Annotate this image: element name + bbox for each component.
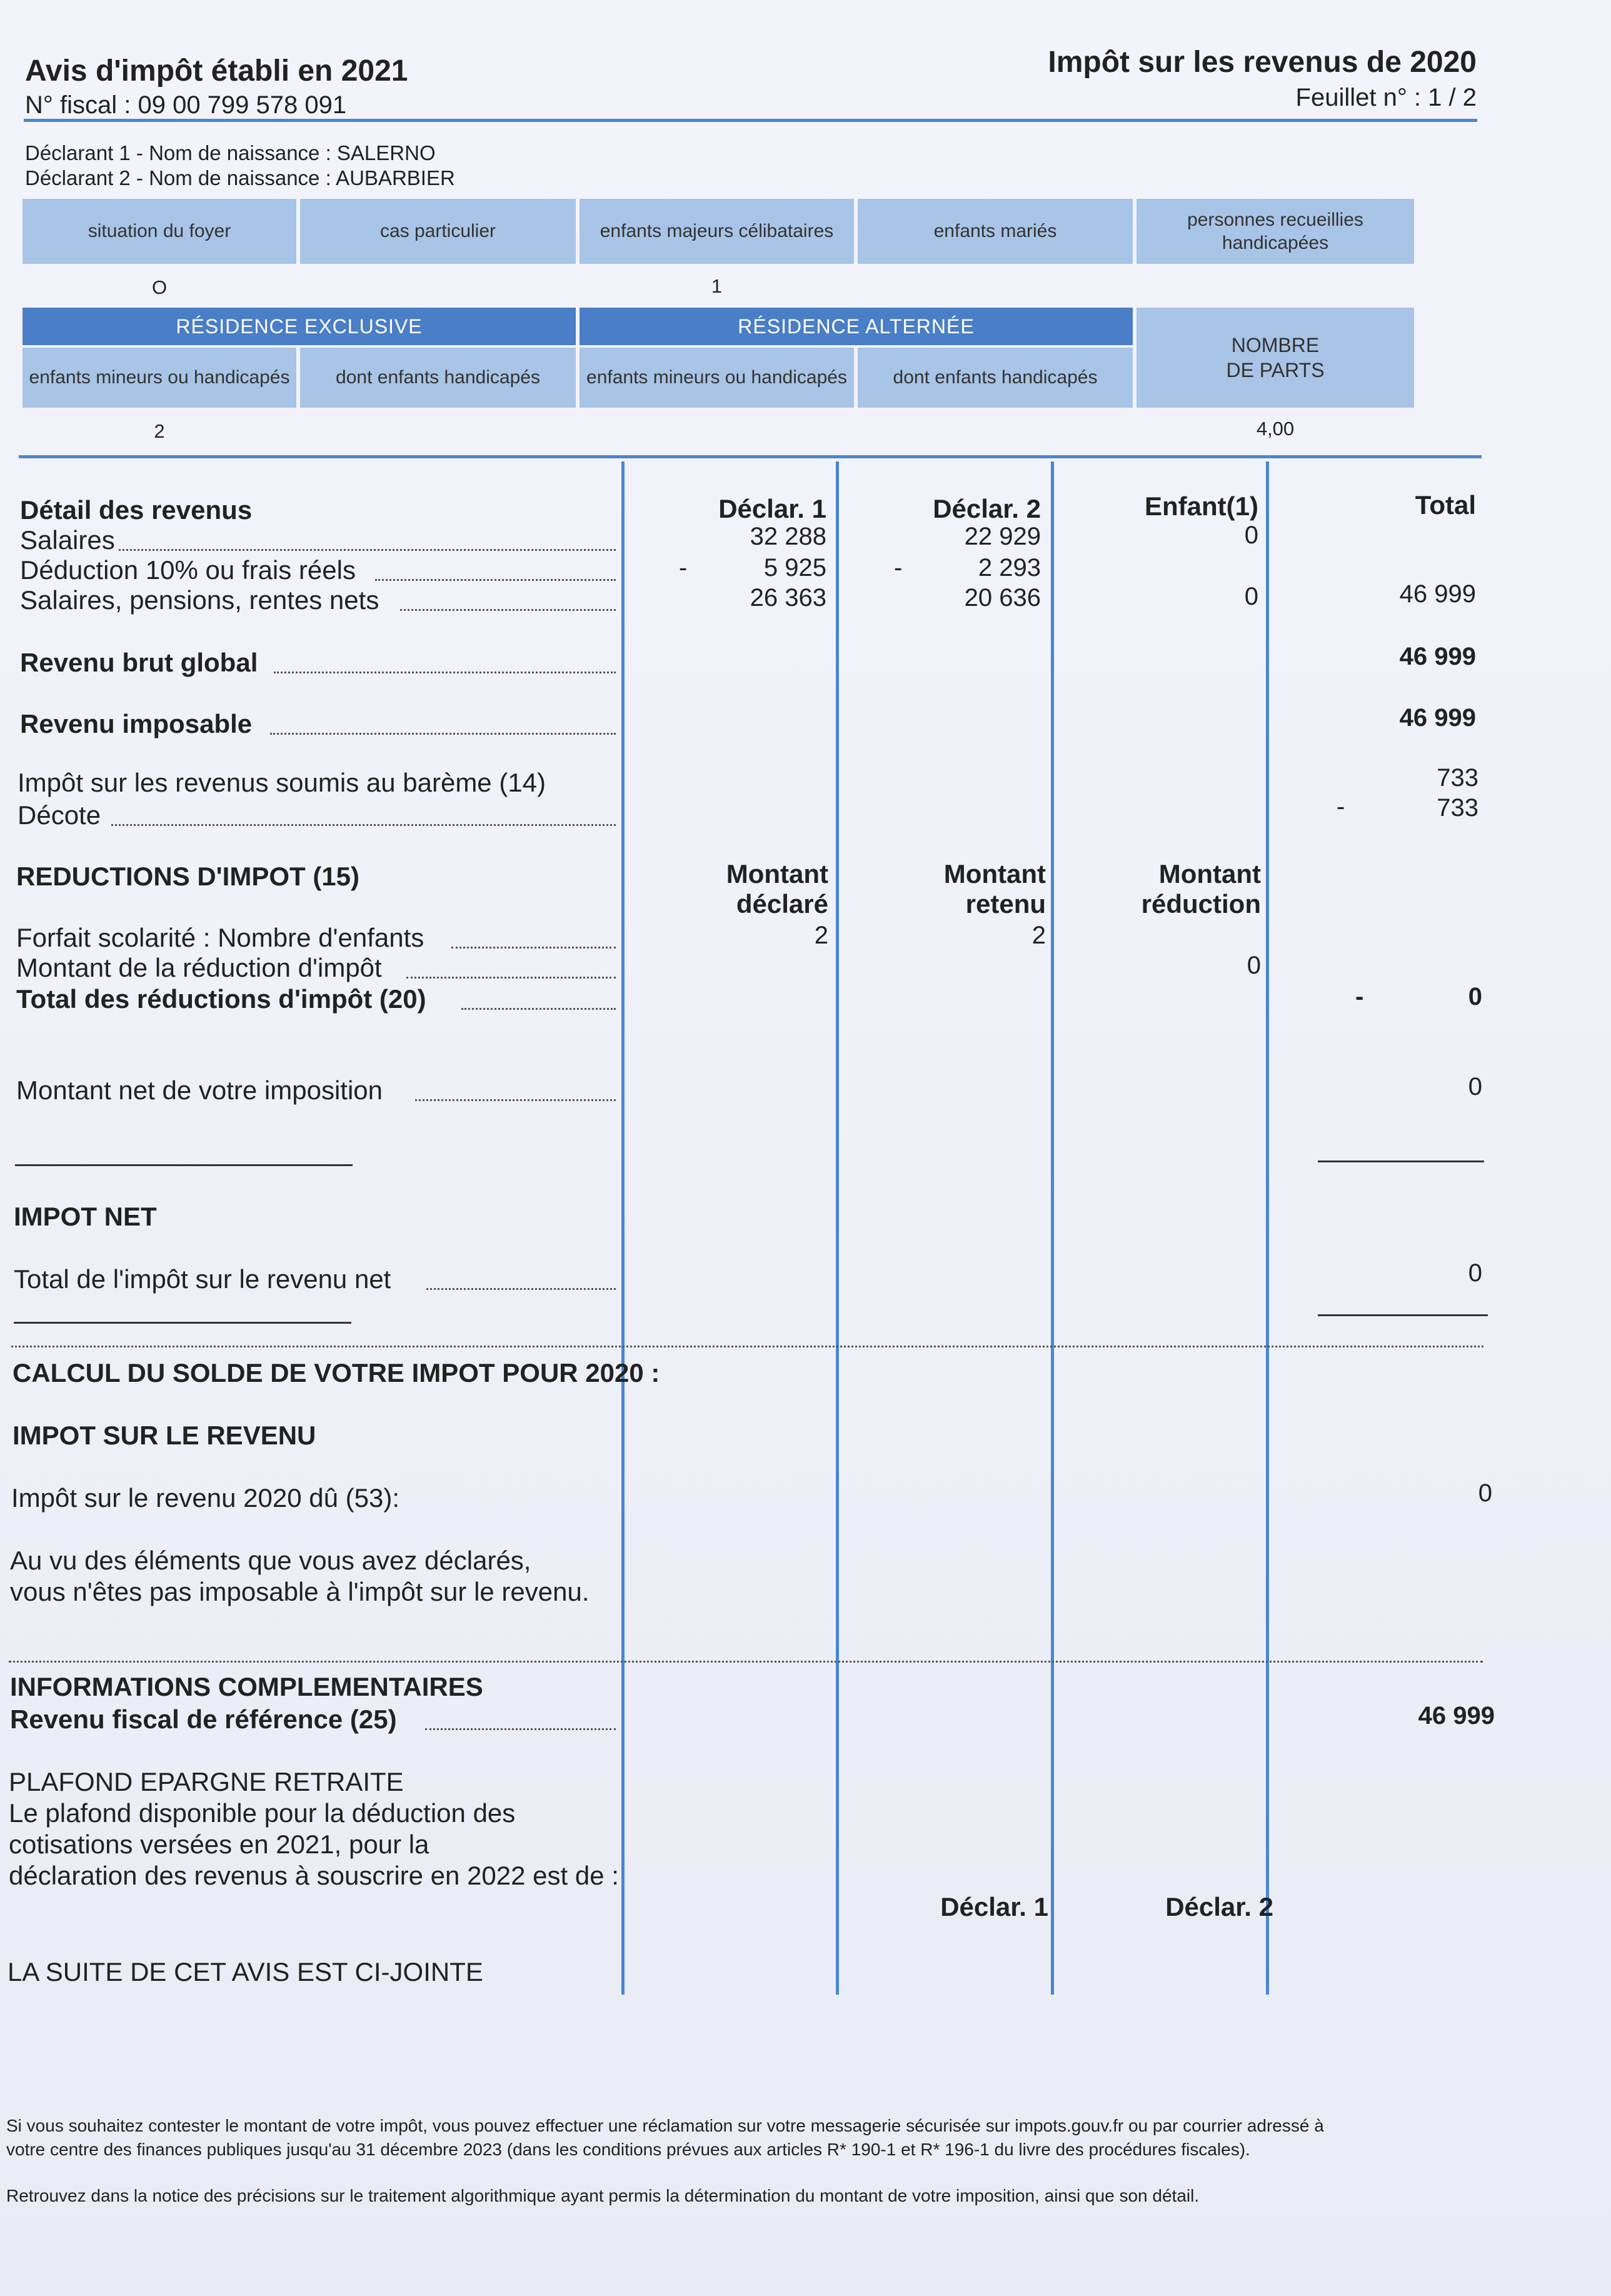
minus-sign: - (1355, 983, 1364, 1010)
total-reductions-value: 0 (1468, 983, 1482, 1010)
band-residence-exclusive: RÉSIDENCE EXCLUSIVE (23, 308, 576, 345)
row-salaires-d1: 32 288 (750, 523, 826, 550)
bareme-total: 733 (1437, 764, 1478, 792)
row-salaires-label: Salaires (20, 525, 115, 555)
value-excl-enfants-mineurs: 2 (154, 420, 165, 442)
rfr-label: Revenu fiscal de référence (25) (10, 1704, 397, 1734)
footer-contest-2: votre centre des finances publiques jusqu'au 31 décembre 2023 (dans les conditions prévues aux articles R* 190-1 et R* 196-1 du livre des procédures fiscales). (6, 2140, 1250, 2159)
notice-title: Avis d'impôt établi en 2021 (25, 54, 408, 88)
header-excl-enfants-mineurs: enfants mineurs ou handicapés (23, 348, 296, 408)
montant-net-label: Montant net de votre imposition (16, 1075, 383, 1105)
row-deduction-label: Déduction 10% ou frais réels (20, 555, 356, 585)
separator-rule (1318, 1161, 1484, 1162)
suite-avis: LA SUITE DE CET AVIS EST CI-JOINTE (8, 1957, 483, 1986)
separator-rule (1318, 1314, 1488, 1316)
forfait-declare: 2 (814, 922, 828, 949)
separator-rule (15, 1164, 353, 1166)
plafond-text-3: déclaration des revenus à souscrire en 2022 est de : (9, 1861, 619, 1890)
revenu-imposable-label: Revenu imposable (20, 709, 253, 738)
section-divider (11, 1346, 1483, 1347)
col-montant-declare-1: Montant (726, 859, 828, 889)
row-nets-d2: 20 636 (964, 584, 1041, 612)
impot-du-value: 0 (1478, 1479, 1492, 1507)
plafond-col-declar-1: Déclar. 1 (940, 1892, 1048, 1921)
declarant-1: Déclarant 1 - Nom de naissance : SALERNO (25, 141, 436, 164)
impot-du-label: Impôt sur le revenu 2020 dû (53): (11, 1483, 400, 1513)
table-top-rule (19, 455, 1482, 458)
col-montant-declare-2: déclaré (736, 889, 828, 919)
declarant-2: Déclarant 2 - Nom de naissance : AUBARBIER (25, 166, 455, 189)
minus-sign: - (894, 554, 903, 582)
leader-dots (406, 977, 616, 979)
plafond-text-1: Le plafond disponible pour la déduction des (9, 1798, 516, 1828)
header-cas-particulier: cas particulier (300, 199, 576, 264)
montant-net-value: 0 (1468, 1073, 1482, 1100)
revenu-brut-total: 46 999 (1399, 643, 1476, 670)
value-nombre-parts: 4,00 (1256, 418, 1295, 440)
col-montant-retenu-2: retenu (965, 889, 1046, 919)
row-salaires-enfant: 0 (1244, 521, 1258, 549)
revenu-brut-label: Revenu brut global (20, 648, 258, 677)
leader-dots (461, 1008, 616, 1010)
section-calcul-solde: CALCUL DU SOLDE DE VOTRE IMPOT POUR 2020 : (13, 1358, 660, 1387)
section-detail-revenus: Détail des revenus (20, 495, 253, 525)
sheet-number: Feuillet n° : 1 / 2 (1295, 84, 1477, 111)
col-declar-2: Déclar. 2 (933, 494, 1041, 523)
forfait-scolarite-label: Forfait scolarité : Nombre d'enfants (16, 923, 424, 952)
impot-net-total-label: Total de l'impôt sur le revenu net (14, 1264, 391, 1294)
col-total: Total (1415, 490, 1476, 520)
non-imposable-msg-1: Au vu des éléments que vous avez déclarés, (10, 1546, 531, 1575)
leader-dots (375, 579, 616, 581)
bareme-label: Impôt sur les revenus soumis au barème (14) (18, 768, 546, 797)
header-enfants-maries: enfants mariés (858, 199, 1133, 264)
section-informations: INFORMATIONS COMPLEMENTAIRES (10, 1672, 483, 1701)
leader-dots (270, 733, 616, 735)
section-reductions: REDUCTIONS D'IMPOT (15) (16, 862, 360, 891)
leader-dots (111, 824, 616, 826)
header-nombre-parts: NOMBRE DE PARTS (1137, 308, 1414, 408)
band-residence-alternee: RÉSIDENCE ALTERNÉE (580, 308, 1133, 345)
row-deduction-d2: 2 293 (978, 554, 1041, 582)
plafond-title: PLAFOND EPARGNE RETRAITE (9, 1767, 404, 1796)
impot-net-total-value: 0 (1468, 1259, 1482, 1287)
tax-year-title: Impôt sur les revenus de 2020 (1048, 46, 1477, 79)
col-montant-retenu-1: Montant (943, 859, 1046, 889)
footer-contest-1: Si vous souhaitez contester le montant de votre impôt, vous pouvez effectuer une réclamation sur votre messagerie sécurisée sur impots.gouv.fr ou par courrier adressé à (6, 2116, 1324, 2135)
col-enfant: Enfant(1) (1145, 491, 1258, 521)
leader-dots (119, 549, 616, 551)
forfait-retenu: 2 (1031, 922, 1046, 949)
row-nets-enfant: 0 (1244, 583, 1258, 610)
footer-notice: Retrouvez dans la notice des précisions sur le traitement algorithmique ayant permis la détermination du montant de votre imposition, ainsi que son détail. (6, 2186, 1200, 2205)
rfr-value: 46 999 (1418, 1702, 1495, 1730)
leader-dots (400, 609, 616, 611)
minus-sign: - (679, 554, 688, 582)
separator-rule (14, 1322, 351, 1324)
plafond-text-2: cotisations versées en 2021, pour la (9, 1830, 429, 1859)
revenu-imposable-total: 46 999 (1399, 704, 1476, 732)
row-salaires-d2: 22 929 (964, 523, 1041, 550)
row-deduction-d1: 5 925 (763, 554, 826, 582)
leader-dots (415, 1099, 616, 1101)
section-impot-net: IMPOT NET (14, 1202, 157, 1231)
non-imposable-msg-2: vous n'êtes pas imposable à l'impôt sur le revenu. (10, 1577, 590, 1606)
header-enfants-majeurs: enfants majeurs célibataires (580, 199, 854, 264)
plafond-col-declar-2: Déclar. 2 (1165, 1892, 1273, 1921)
montant-reduction-label: Montant de la réduction d'impôt (16, 953, 382, 982)
total-reductions-label: Total des réductions d'impôt (20) (16, 984, 426, 1014)
leader-dots (451, 947, 616, 949)
column-divider (621, 461, 625, 1995)
col-montant-reduction-1: Montant (1158, 859, 1261, 889)
col-declar-1: Déclar. 1 (718, 494, 826, 523)
value-enfants-majeurs: 1 (711, 275, 723, 297)
minus-sign: - (1337, 793, 1345, 820)
header-situation-foyer: situation du foyer (23, 199, 296, 264)
row-nets-label: Salaires, pensions, rentes nets (20, 585, 379, 615)
column-divider (1051, 461, 1054, 1995)
header-rule (24, 119, 1477, 122)
value-situation-foyer: O (151, 276, 168, 298)
fiscal-number: N° fiscal : 09 00 799 578 091 (25, 91, 347, 119)
leader-dots (426, 1288, 616, 1290)
header-excl-dont-handicapes: dont enfants handicapés (300, 348, 576, 408)
row-nets-total: 46 999 (1399, 580, 1476, 608)
decote-label: Décote (18, 800, 101, 830)
column-divider (1266, 461, 1269, 1995)
header-alt-dont-handicapes: dont enfants handicapés (858, 348, 1133, 408)
leader-dots (274, 672, 616, 673)
section-divider (9, 1661, 1483, 1663)
header-alt-enfants-mineurs: enfants mineurs ou handicapés (580, 348, 854, 408)
section-impot-revenu: IMPOT SUR LE REVENU (13, 1421, 316, 1450)
montant-reduction-value: 0 (1247, 952, 1261, 979)
column-divider (836, 461, 839, 1995)
row-nets-d1: 26 363 (750, 584, 826, 612)
leader-dots (425, 1728, 616, 1730)
header-personnes-recueillies: personnes recueillies handicapées (1137, 199, 1414, 264)
decote-total: 733 (1437, 794, 1478, 822)
col-montant-reduction-2: réduction (1141, 889, 1261, 919)
